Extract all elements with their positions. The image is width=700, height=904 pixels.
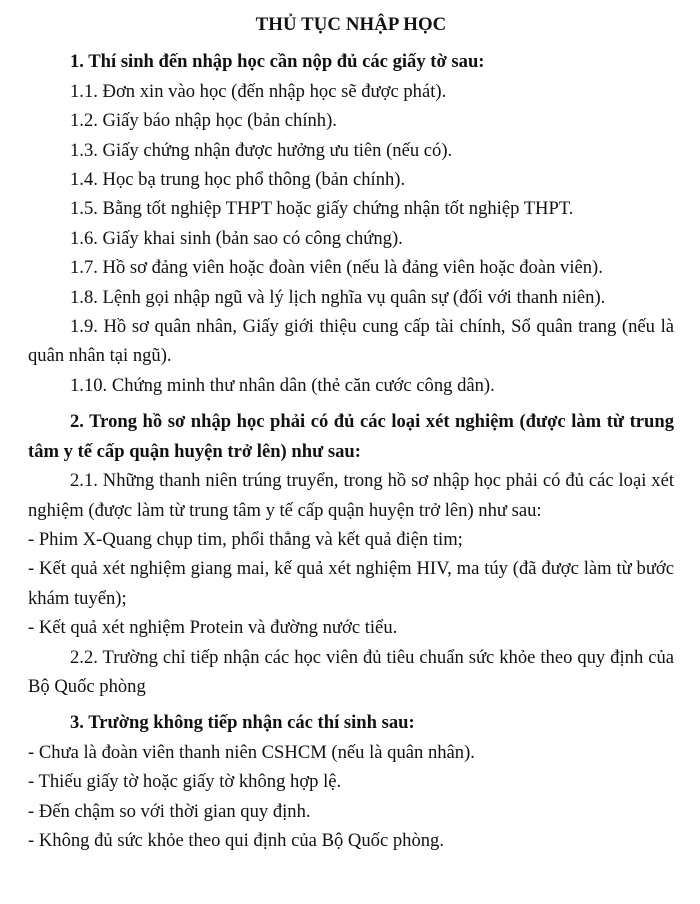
section-1-heading: 1. Thí sinh đến nhập học cần nộp đủ các giấy tờ sau: [70,51,485,73]
item-1-1: 1.1. Đơn xin vào học (đến nhập học sẽ được phát). [70,80,447,102]
section-3 [28,708,674,855]
item-1-10: 1.10. Chứng minh thư nhân dân (thẻ căn cước công dân). [70,374,495,396]
item-1-9: 1.9. Hồ sơ quân nhân, Giấy giới thiệu cung cấp tài chính, Sổ quân trang (nếu là quân nhân tại ngũ). [28,316,674,367]
item-2-1-c: - Kết quả xét nghiệm Protein và đường nước tiểu. [28,617,398,639]
section-spacer [28,701,674,708]
item-3-2: - Thiếu giấy tờ hoặc giấy tờ không hợp lệ. [28,771,342,793]
item-2-1-b: - Kết quả xét nghiệm giang mai, kế quả xét nghiệm HIV, ma túy (đã được làm từ bước khám tuyển); [28,558,674,609]
item-3-1: - Chưa là đoàn viên thanh niên CSHCM (nếu là quân nhân). [28,741,475,763]
item-2-2: 2.2. Trường chỉ tiếp nhận các học viên đủ tiêu chuẩn sức khỏe theo quy định của Bộ Quốc phòng [28,646,674,697]
item-1-7: 1.7. Hồ sơ đảng viên hoặc đoàn viên (nếu là đảng viên hoặc đoàn viên). [70,257,603,279]
item-3-4: - Không đủ sức khỏe theo qui định của Bộ Quốc phòng. [28,829,444,851]
item-2-1-a: - Phim X-Quang chụp tim, phổi thẳng và kết quả điện tim; [28,528,463,550]
section-2 [28,407,674,701]
section-1 [28,47,674,400]
item-1-5: 1.5. Bằng tốt nghiệp THPT hoặc giấy chứng nhận tốt nghiệp THPT. [70,198,574,220]
item-3-3: - Đến chậm so với thời gian quy định. [28,800,311,822]
item-1-6: 1.6. Giấy khai sinh (bản sao có công chứng). [70,227,403,249]
document-title: THỦ TỤC NHẬP HỌC [255,14,447,35]
item-1-8: 1.8. Lệnh gọi nhập ngũ và lý lịch nghĩa vụ quân sự (đối với thanh niên). [70,286,606,308]
section-3-heading: 3. Trường không tiếp nhận các thí sinh sau: [70,712,415,734]
item-2-1: 2.1. Những thanh niên trúng truyển, trong hồ sơ nhập học phải có đủ các loại xét nghiệm (được làm từ trung tâm y tế cấp quận huyện trở lên) như sau: [28,470,674,521]
section-spacer [28,400,674,407]
section-2-heading: 2. Trong hồ sơ nhập học phải có đủ các loại xét nghiệm (được làm từ trung tâm y tế cấp quận huyện trở lên) như sau: [28,411,674,462]
item-1-2: 1.2. Giấy báo nhập học (bản chính). [70,110,337,132]
item-1-4: 1.4. Học bạ trung học phổ thông (bản chính). [70,169,406,191]
item-1-3: 1.3. Giấy chứng nhận được hưởng ưu tiên (nếu có). [70,139,453,161]
